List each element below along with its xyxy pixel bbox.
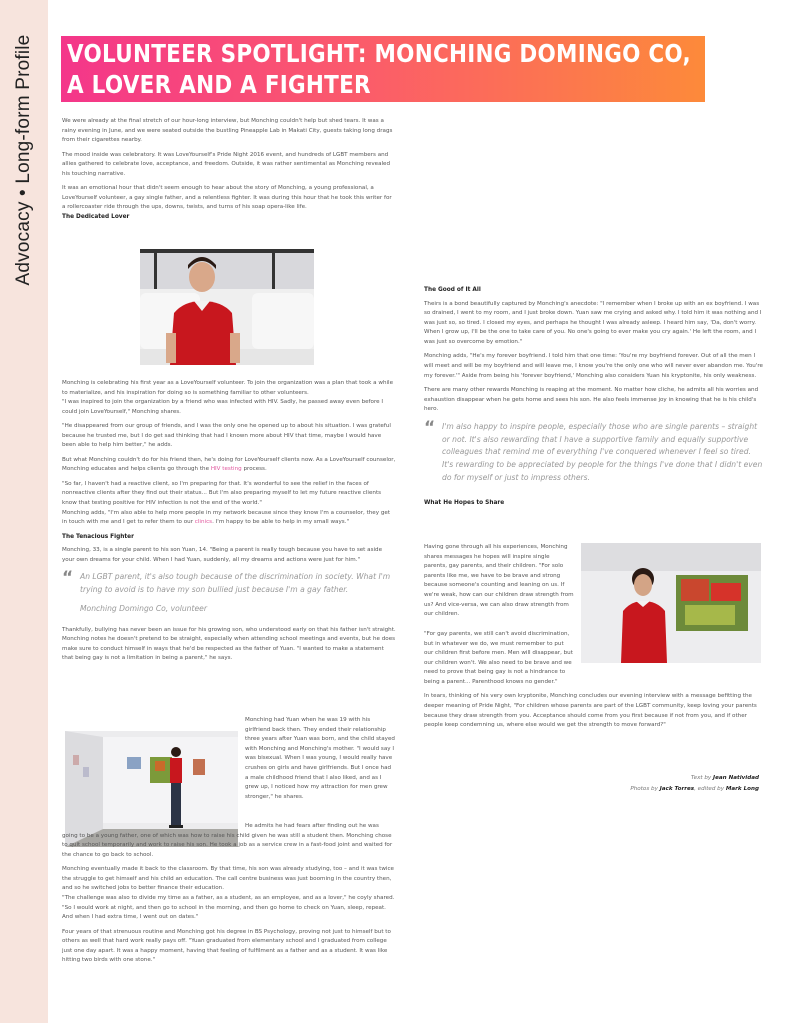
photo-painting-image <box>581 543 761 663</box>
text: process. <box>241 466 267 473</box>
photo-monching-sofa <box>140 249 314 365</box>
text: . I'm happy to be able to help in my small ways." <box>212 519 350 526</box>
paragraph: Theirs is a bond beautifully captured by Monching's anecdote: "I remember when I broke up with an ex boyfriend. I was so drained, I went to my room, and I just broke down. Yuan saw me crying and asked why. I told him it was nothing and I was just so, so tired. I closed my eyes, and perhaps he thought I was already asleep. I heard him say, 'Da, don't worry. When I grow up, I'll be the one to take care of you. No one's going to ever make you cry again.' He left the room, and I was just so overcome by emotion." <box>424 300 762 345</box>
paragraph: He admits he had fears after finding out he was going to be a young father, one of which was how to raise his child given he was still a student then. Monching chose to quit school temporarily and work to raise his son. He took a job as a service crew in a fast-food joint and waited for the chance to go back to school. <box>62 823 393 858</box>
paragraph <box>62 456 396 475</box>
category-band <box>0 0 48 1023</box>
text: Text by <box>690 775 714 781</box>
section-heading: The Tenacious Fighter <box>62 533 134 540</box>
writer-name: Jean Natividad <box>713 775 759 781</box>
text: , edited by <box>694 786 726 792</box>
photo-monching-painting <box>581 543 761 663</box>
wrapped-text <box>245 716 396 802</box>
quote-attribution: Monching Domingo Co, volunteer <box>80 603 207 613</box>
paragraph: "I was inspired to join the organization by a friend who was infected with HIV. Sadly, he passed away even before I could join LoveYourself," Monching shares. <box>62 399 383 415</box>
section-heading: The Good of It All <box>424 287 481 293</box>
paragraph: Four years of that strenuous routine and Monching got his degree in BS Psychology, proving not just to himself but to others as well that hard work really pays off. "Yuan graduated from elementary school and I graduated from college just one day apart. It was a happy moment, having that feeling of fulfilment as a father and as a student. It was like hitting two birds with one stone." <box>62 928 391 964</box>
category-label: Advocacy • Long-form Profile <box>13 34 34 286</box>
editor-name: Mark Long <box>725 786 759 792</box>
text: Photos by <box>630 786 660 792</box>
paragraph: "He disappeared from our group of friends, and I was the only one he opened up to about his situation. I was grateful because he trusted me, but I do get sad thinking that had I known more about HIV that time, maybe I would have been able to help him better," he adds. <box>62 423 391 449</box>
text: Monching adds, "I'm also able to help more people in my network because since they know I'm a counselor, they get in touch with me and I get to refer them to our <box>62 509 391 526</box>
quote-mark-icon: “ <box>62 568 74 589</box>
pull-quote <box>424 417 764 485</box>
text: But what Monching couldn't do for his friend then, he's doing for LoveYourself clients now. As a LoveYourself counselor, Monching educates and helps clients go through the <box>62 456 396 473</box>
left-column <box>62 117 396 227</box>
left-column-bottom <box>62 822 396 971</box>
paragraph: Monching adds, "He's my forever boyfriend. I told him that one time: 'You're my boyfriend forever. Out of all the men I will meet and will be my boyfriend and will leave me, I know you're the only one who will never ever abandon me. You're my forever.'" Aside from being his 'forever boyfriend,' Monching also considers Yuan his kryptonite, his only weakness. <box>424 353 763 379</box>
title-banner <box>61 36 705 102</box>
paragraph: Having gone through all his experiences, Monching shares messages he hopes will inspire single parents, gay parents, and their children. "For solo parents like me, we have to be brave and strong because someone's counting and leaning on us. If we're weak, how can our children draw strength from us? And vice-versa, we can also draw strength from our children. <box>424 544 574 618</box>
page-title: VOLUNTEER SPOTLIGHT: MONCHING DOMINGO CO, A LOVER AND A FIGHTER <box>67 39 691 99</box>
paragraph: Monching had Yuan when he was 19 with his girlfriend back then. They ended their relationship three years after Yuan was born, and the child stayed with Monching and Monching's mother. "I would say I was bisexual. When I was young, I would really have crushes on girls and have girlfriends. But I once had a male childhood friend that I also liked, and as I grew up, I noticed how my attraction for men grew stronger," he shares. <box>245 717 395 800</box>
quote-mark-icon: “ <box>424 417 436 438</box>
paragraph: Monching eventually made it back to the classroom. By that time, his son was already studying, too – and it was twice the struggle to get himself and his child an education. The call centre business was just booming in the country then, and so he switched jobs to better finance their education. <box>62 866 394 892</box>
article-credits <box>630 773 759 795</box>
section-heading: The Dedicated Lover <box>62 213 130 220</box>
intro-paragraph: We were already at the final stretch of our hour-long interview, but Monching couldn't help but shed tears. It was a rainy evening in June, and we were seated outside the bustling Pineapple Lab in Makati City, guests taking long drags from their cigarettes nearby. <box>62 118 393 144</box>
paragraph: Monching is celebrating his first year as a LoveYourself volunteer. To join the organization was a plan that took a while to materialize, and his inspiration for doing so is something familiar to other volunteers. <box>62 380 394 396</box>
paragraph: In tears, thinking of his very own kryptonite, Monching concludes our evening interview with a message befitting the deeper meaning of Pride Night, "For children whose parents are part of the LGBT community, keep loving your parents because they draw strength from you. Acceptance should come from you first because if not from you, and if other people keep condemning us, where else would we get the strength to move forward?" <box>424 693 757 729</box>
text-credit <box>630 773 759 784</box>
photographer-name: Jack Torres <box>659 786 695 792</box>
text: "For gay parents, we still can't avoid discrimination, but in whatever we do, we must remember to put our children first before men. Men will disappear, but our children won't. We also need to be brave and we need to prove that being gay is not a hindrance to being a parent... Parenthood knows no gender." <box>424 631 573 685</box>
paragraph: There are many other rewards Monching is reaping at the moment. No matter how cliche, he admits all his worries and exhaustion disappear when he gets home and sees his son. He also feels immense joy in knowing that he is his child's hero. <box>424 386 759 413</box>
left-column-continued <box>62 379 396 669</box>
clinics-link[interactable]: clinics <box>194 519 213 526</box>
pull-quote <box>62 568 396 615</box>
quote-text: I'm also happy to inspire people, especially those who are single parents – straight or not. It's also rewarding that I have a supportive family and equally supportive colleagues that remind me of everything I've conquered whenever I feel so tired. It's rewarding to be appreciated by people for the things I've done that I didn't even do for myself or just to impress others. <box>442 421 763 482</box>
intro-paragraph: It was an emotional hour that didn't seem enough to hear about the story of Monching, a young professional, a LoveYourself volunteer, a gay single father, and a relentless fighter. It was during this hour that he took this writer for a rollercoaster ride through the ups, downs, twists, and turns of his soap opera-like life. <box>62 185 392 211</box>
paragraph: Monching, 33, is a single parent to his son Yuan, 14. "Being a parent is really tough because you have to set aside your own dreams for your child. When I had Yuan, suddenly, all my dreams and actions were just for him." <box>62 547 383 563</box>
paragraph: "So far, I haven't had a reactive client, so I'm preparing for that. It's wonderful to see the relief in the faces of nonreactive clients after they find out their status... But I'm also preparing myself to let my future reactive clients know that testing positive for HIV infection is not the end of the world." <box>62 480 382 506</box>
hiv-testing-link[interactable]: HIV testing <box>210 466 242 473</box>
photo-sofa-image <box>140 249 314 365</box>
intro-paragraph: The mood inside was celebratory. It was LoveYourself's Pride Night 2016 event, and hundreds of LGBT members and allies gathered to celebrate love, acceptance, and freedom. Outside, it was rather sentimental as Monching revealed his touching narrative. <box>62 151 391 177</box>
quote-text: An LGBT parent, it's also tough because of the discrimination in society. What I'm trying to avoid is to have my son bullied just because I'm a gay father. <box>80 572 391 595</box>
paragraph <box>62 509 396 528</box>
paragraph: Thankfully, bullying has never been an issue for his growing son, who understood early on that his father isn't straight. Monching notes he doesn't pretend to be straight, especially when attending school meetings and events, but he does make sure to conduct himself in ways that he'd be respected as the father of Yuan. "I wanted to make a statement that being gay is not a limitation in being a parent," he says. <box>62 626 396 662</box>
right-wrapped-text <box>424 543 574 625</box>
photo-credit <box>630 784 759 795</box>
right-column <box>424 286 764 512</box>
section-heading: What He Hopes to Share <box>424 499 505 506</box>
paragraph: "The challenge was also to divide my time as a father, as a student, as an employee, and as a lover," he coyly shared. "So I would work at night, and then go to school in the morning, and then go home to check on Yuan, sleep, repeat. And when I had extra time, I went out on dates." <box>62 894 395 921</box>
